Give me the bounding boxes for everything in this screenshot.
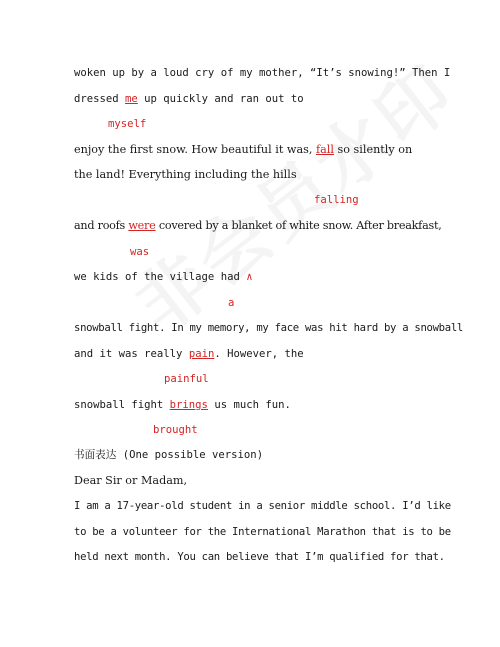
text-segment: held next month. You can believe that I’m qualified for that.: [74, 551, 445, 563]
text-line: [74, 143, 430, 157]
salutation: Dear Sir or Madam,: [74, 474, 188, 487]
text-line: [74, 92, 430, 106]
text-segment: to be a volunteer for the International Marathon that is to be: [74, 526, 451, 538]
text-line: [74, 168, 430, 182]
text-line: [74, 499, 451, 513]
correction-text: falling: [314, 194, 359, 206]
watermark: [110, 36, 473, 352]
text-segment: and roofs: [74, 219, 129, 232]
text-segment: snowball fight: [74, 399, 170, 411]
text-segment: . However, the: [214, 348, 304, 360]
text-line: [74, 321, 463, 335]
text-segment: covered by a blanket of white snow. After breakfast,: [155, 219, 442, 232]
text-line: [74, 219, 442, 233]
text-line: [74, 525, 451, 539]
text-segment: 书面表达 (One possible version): [74, 449, 264, 461]
text-line: [74, 347, 430, 361]
text-segment: woken up by a loud cry of my mother, “It’s snowing!” Then I: [74, 67, 451, 79]
text-segment: enjoy the first snow. How beautiful it was,: [74, 143, 316, 156]
error-word: fall: [316, 143, 334, 156]
text-line-content: [74, 143, 412, 157]
text-segment: we kids of the village had: [74, 271, 247, 283]
correction-text: was: [130, 246, 150, 258]
text-segment: so silently on: [333, 143, 413, 156]
error-word: me: [125, 93, 138, 105]
correction-text: myself: [108, 118, 147, 130]
section-heading: [74, 448, 430, 462]
insertion-caret: ∧: [246, 271, 253, 283]
text-segment: I am a 17-year-old student in a senior middle school. I’d like: [74, 500, 451, 512]
text-line: [74, 398, 430, 412]
text-segment: the land! Everything including the hills: [74, 168, 297, 181]
error-word: brings: [169, 399, 208, 411]
text-segment: up quickly and ran out to: [137, 93, 304, 105]
correction-text: brought: [153, 424, 198, 436]
text-segment: dressed: [74, 93, 126, 105]
text-segment: snowball fight. In my memory, my face was hit hard by a snowball: [74, 322, 463, 334]
correction-text: painful: [164, 373, 209, 385]
text-line: [74, 66, 451, 80]
text-segment: us much fun.: [207, 399, 291, 411]
text-line: [74, 270, 430, 284]
error-word: pain: [188, 348, 215, 360]
error-word: were: [128, 219, 156, 232]
text-line: [74, 550, 445, 564]
text-segment: and it was really: [74, 348, 189, 360]
text-line: [74, 474, 430, 488]
correction-text: a: [228, 297, 235, 309]
